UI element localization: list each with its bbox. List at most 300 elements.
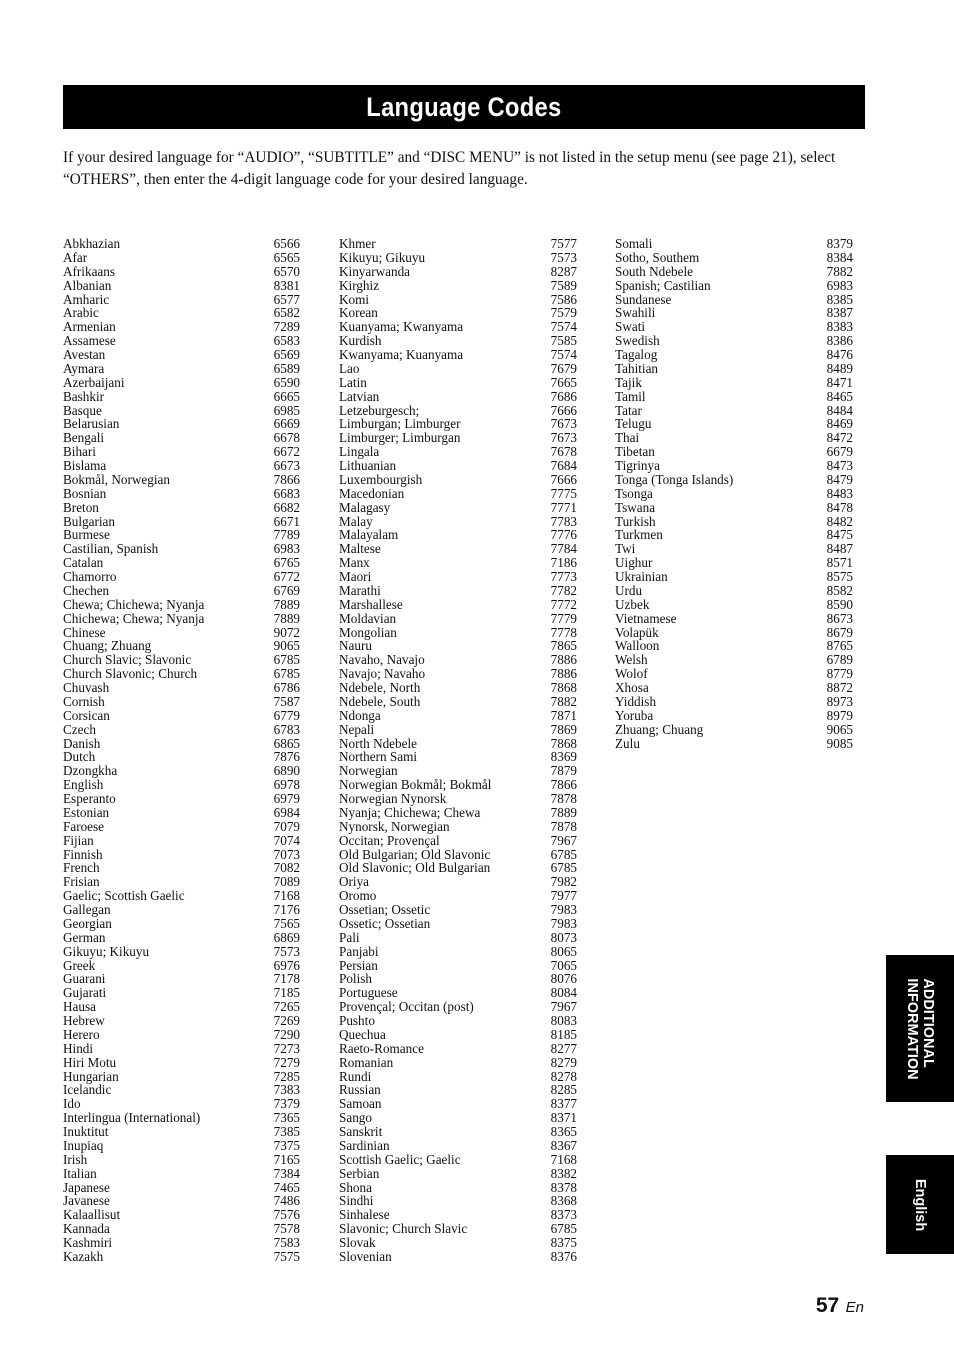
language-row [339, 737, 577, 751]
language-code: 8482 [826, 513, 853, 529]
language-name: Kazakh [63, 1248, 104, 1264]
language-code: 6978 [273, 777, 300, 793]
language-row [615, 237, 853, 251]
language-row [615, 667, 853, 681]
language-row [615, 320, 853, 334]
language-row [63, 764, 300, 778]
language-row [63, 903, 300, 917]
language-row [339, 1111, 577, 1125]
language-code: 8387 [826, 305, 853, 321]
language-name: Nauru [339, 638, 372, 654]
language-code: 9065 [273, 638, 300, 654]
language-code: 8384 [826, 249, 853, 265]
language-row [339, 723, 577, 737]
language-row [339, 1125, 577, 1139]
language-row [615, 459, 853, 473]
language-row [63, 487, 300, 501]
language-name: Pushto [339, 1013, 375, 1028]
language-name: Norwegian Bokmål; Bokmål [339, 777, 492, 793]
language-name: Bislama [63, 458, 107, 473]
language-row [615, 487, 853, 501]
language-name: Uighur [615, 555, 653, 571]
language-code: 9072 [273, 624, 300, 640]
language-code: 7866 [550, 777, 577, 793]
language-row [615, 639, 853, 653]
language-code: 7589 [550, 277, 577, 293]
language-code: 7983 [550, 915, 577, 931]
language-row [339, 362, 577, 376]
language-name: Yoruba [615, 707, 654, 723]
language-row [63, 1056, 300, 1070]
language-name: Hiri Motu [63, 1054, 117, 1070]
language-code: 7673 [550, 430, 577, 446]
language-name: South Ndebele [615, 263, 694, 279]
language-row [615, 737, 853, 751]
language-name: Faroese [63, 818, 105, 834]
language-name: Volapük [615, 624, 659, 640]
language-row [63, 404, 300, 418]
language-name: Vietnamese [615, 610, 677, 626]
language-name: Frisian [63, 874, 100, 890]
language-name: Maltese [339, 541, 381, 557]
language-name: Nepali [339, 721, 375, 737]
language-code: 8483 [826, 485, 853, 501]
page-title: Language Codes [366, 92, 562, 122]
language-code: 8979 [826, 707, 853, 723]
language-row [339, 1000, 577, 1014]
language-code: 6590 [273, 374, 300, 390]
language-code-column-2 [339, 237, 577, 1264]
language-code: 8373 [550, 1207, 577, 1223]
language-name: Lithuanian [339, 458, 397, 473]
language-code: 8379 [826, 236, 853, 251]
language-row [339, 542, 577, 556]
language-code: 7073 [273, 846, 300, 862]
language-row [615, 265, 853, 279]
language-code: 6890 [273, 763, 300, 779]
language-code: 7982 [550, 874, 577, 890]
language-row [339, 917, 577, 931]
language-name: Navaho, Navajo [339, 652, 425, 668]
language-row [63, 1014, 300, 1028]
language-code: 8476 [826, 347, 853, 362]
language-name: Gikuyu; Kikuyu [63, 943, 150, 959]
language-name: Provençal; Occitan (post) [339, 999, 474, 1015]
language-code: 7866 [273, 471, 300, 487]
language-name: Swedish [615, 333, 660, 349]
language-row [339, 1153, 577, 1167]
language-name: Tajik [615, 374, 642, 390]
language-name: Chuvash [63, 680, 110, 695]
language-name: Dutch [63, 749, 96, 765]
language-code: 7889 [550, 804, 577, 820]
language-row [339, 306, 577, 320]
language-row [339, 417, 577, 431]
language-row [63, 251, 300, 265]
language-code: 6665 [273, 388, 300, 404]
language-name: Tsonga [615, 485, 653, 501]
language-name: Nyanja; Chichewa; Chewa [339, 804, 481, 820]
language-row [339, 945, 577, 959]
language-name: Swahili [615, 305, 656, 321]
language-name: Church Slavic; Slavonic [63, 652, 192, 668]
language-name: Aymara [63, 360, 105, 376]
language-row [615, 431, 853, 445]
language-name: Ido [63, 1096, 81, 1112]
language-name: Spanish; Castilian [615, 277, 711, 293]
language-code: 7168 [550, 1151, 577, 1167]
page-language-suffix: En [845, 1299, 864, 1316]
language-code: 6783 [273, 721, 300, 737]
language-row [63, 1139, 300, 1153]
language-row [63, 972, 300, 986]
language-name: Ukrainian [615, 569, 668, 584]
language-code: 7269 [273, 1013, 300, 1028]
language-code: 7575 [273, 1248, 300, 1264]
language-row [339, 1042, 577, 1056]
language-code: 7869 [550, 721, 577, 737]
language-name: Oriya [339, 874, 370, 890]
language-code: 6785 [273, 666, 300, 682]
language-name: Bengali [63, 430, 105, 446]
language-name: Bashkir [63, 388, 105, 404]
language-row [615, 390, 853, 404]
language-code: 8287 [550, 263, 577, 279]
language-row [339, 1208, 577, 1222]
language-code: 8371 [550, 1110, 577, 1126]
language-code: 8478 [826, 499, 853, 515]
language-name: Guarani [63, 971, 106, 987]
language-code-column-1 [63, 237, 300, 1264]
language-code: 6769 [273, 582, 300, 598]
language-row [615, 417, 853, 431]
language-code: 6869 [273, 929, 300, 945]
language-code: 7573 [550, 249, 577, 265]
language-name: Zhuang; Chuang [615, 721, 704, 737]
language-code: 7868 [550, 735, 577, 751]
language-name: Tagalog [615, 347, 658, 362]
language-code: 6577 [273, 291, 300, 307]
language-name: Navajo; Navaho [339, 666, 426, 682]
language-row [615, 612, 853, 626]
language-name: Urdu [615, 582, 643, 598]
language-row [339, 667, 577, 681]
language-row [63, 667, 300, 681]
language-name: Ossetic; Ossetian [339, 915, 431, 931]
language-row [615, 570, 853, 584]
language-name: Japanese [63, 1179, 110, 1195]
language-name: Afrikaans [63, 263, 115, 279]
language-row [63, 1181, 300, 1195]
language-code: 7385 [273, 1124, 300, 1139]
language-name: Bihari [63, 444, 96, 460]
language-row [63, 723, 300, 737]
language-code: 7886 [550, 652, 577, 668]
language-row [63, 1208, 300, 1222]
language-name: Czech [63, 721, 96, 737]
language-row [63, 334, 300, 348]
language-name: Danish [63, 735, 101, 751]
language-code: 7583 [273, 1235, 300, 1250]
language-name: Chechen [63, 582, 110, 598]
intro-paragraph: If your desired language for “AUDIO”, “SUBTITLE” and “DISC MENU” is not listed in the setup menu (see page 21), select “OTHERS”, then enter the 4-digit language code for your desired language. [63, 149, 836, 188]
language-code: 8277 [550, 1040, 577, 1056]
language-code: 8465 [826, 388, 853, 404]
language-name: Gaelic; Scottish Gaelic [63, 888, 185, 904]
language-code: 7882 [826, 263, 853, 279]
language-name: Gujarati [63, 985, 107, 1001]
language-code: 7967 [550, 832, 577, 848]
language-name: Lingala [339, 444, 380, 460]
language-row [339, 695, 577, 709]
language-code: 8076 [550, 971, 577, 987]
language-row [63, 1250, 300, 1264]
language-row [615, 334, 853, 348]
language-code: 6785 [273, 652, 300, 668]
language-row [615, 515, 853, 529]
language-name: Castilian, Spanish [63, 541, 159, 557]
language-name: Avestan [63, 347, 106, 362]
language-code: 7186 [550, 555, 577, 571]
language-name: Welsh [615, 652, 648, 668]
language-name: Shona [339, 1179, 372, 1195]
language-code: 7574 [550, 319, 577, 335]
language-name: Norwegian [339, 763, 398, 779]
language-name: Icelandic [63, 1082, 112, 1098]
language-code: 7168 [273, 888, 300, 904]
language-code: 7686 [550, 388, 577, 404]
language-name: Limburgan; Limburger [339, 416, 461, 432]
language-row [339, 556, 577, 570]
language-code: 8469 [826, 416, 853, 432]
language-name: Tatar [615, 402, 642, 418]
language-name: Korean [339, 305, 378, 321]
language-code: 6570 [273, 263, 300, 279]
language-code: 7679 [550, 360, 577, 376]
language-name: Esperanto [63, 791, 116, 806]
language-code: 7577 [550, 236, 577, 251]
language-code: 7585 [550, 333, 577, 349]
language-code: 7486 [273, 1193, 300, 1209]
language-row [339, 431, 577, 445]
language-row [339, 792, 577, 806]
language-name: Komi [339, 291, 370, 307]
language-row [63, 306, 300, 320]
language-row [339, 653, 577, 667]
language-row [63, 986, 300, 1000]
language-row [63, 1153, 300, 1167]
language-code: 8386 [826, 333, 853, 349]
language-row [615, 681, 853, 695]
language-code: 7279 [273, 1054, 300, 1070]
language-row [339, 986, 577, 1000]
language-row [63, 556, 300, 570]
language-row [63, 1194, 300, 1208]
language-code: 6785 [550, 846, 577, 862]
language-name: Hindi [63, 1040, 94, 1056]
language-code: 8973 [826, 693, 853, 709]
language-row [63, 820, 300, 834]
language-name: Luxembourgish [339, 471, 423, 487]
language-code: 8084 [550, 985, 577, 1001]
language-code: 8369 [550, 749, 577, 765]
section-tab-line-2: INFORMATION [904, 977, 920, 1080]
language-row [339, 959, 577, 973]
language-code: 6566 [273, 236, 300, 251]
language-name: Sango [339, 1110, 372, 1126]
language-code: 7783 [550, 513, 577, 529]
language-name: Telugu [615, 416, 652, 432]
language-name: Slovenian [339, 1248, 392, 1264]
language-code: 7665 [550, 374, 577, 390]
language-name: North Ndebele [339, 735, 417, 751]
language-name: Irish [63, 1151, 88, 1167]
language-code: 7876 [273, 749, 300, 765]
language-code: 7465 [273, 1179, 300, 1195]
language-name: Hausa [63, 999, 96, 1015]
language-row [63, 695, 300, 709]
language-code: 7289 [273, 319, 300, 335]
language-name: Bulgarian [63, 513, 116, 529]
language-code: 8368 [550, 1193, 577, 1209]
language-row [615, 528, 853, 542]
language-name: Kirghiz [339, 277, 380, 293]
language-code: 8479 [826, 471, 853, 487]
language-row [615, 626, 853, 640]
language-code: 7383 [273, 1082, 300, 1098]
language-name: Azerbaijani [63, 374, 125, 390]
language-code: 7778 [550, 624, 577, 640]
language-name: Manx [339, 555, 370, 571]
language-row [339, 1181, 577, 1195]
language-row [339, 348, 577, 362]
language-row [63, 501, 300, 515]
language-code: 6984 [273, 804, 300, 820]
language-name: Zulu [615, 735, 640, 751]
language-row [339, 459, 577, 473]
language-row [63, 737, 300, 751]
language-row [63, 806, 300, 820]
language-row [339, 293, 577, 307]
language-name: Northern Sami [339, 749, 418, 765]
language-name: Latvian [339, 388, 380, 404]
language-name: Ndonga [339, 707, 381, 723]
language-name: Chewa; Chichewa; Nyanja [63, 596, 205, 612]
language-code: 7776 [550, 527, 577, 543]
language-row [339, 445, 577, 459]
language-code: 7586 [550, 291, 577, 307]
language-name: German [63, 929, 106, 945]
language-row [63, 931, 300, 945]
language-code: 8475 [826, 527, 853, 543]
language-code: 8489 [826, 360, 853, 376]
language-name: Tigrinya [615, 458, 660, 473]
language-name: Khmer [339, 236, 376, 251]
language-row [339, 487, 577, 501]
language-name: Marshallese [339, 596, 403, 612]
language-code: 8073 [550, 929, 577, 945]
language-name: Catalan [63, 555, 104, 571]
language-name: Kikuyu; Gikuyu [339, 249, 426, 265]
language-code: 8285 [550, 1082, 577, 1098]
language-name: Malagasy [339, 499, 391, 515]
language-row [615, 376, 853, 390]
language-row [339, 334, 577, 348]
language-name: Norwegian Nynorsk [339, 791, 447, 806]
language-name: Inupiaq [63, 1137, 104, 1153]
language-code: 6779 [273, 707, 300, 723]
language-code: 7673 [550, 416, 577, 432]
language-row [63, 528, 300, 542]
language-code: 8590 [826, 596, 853, 612]
language-row [615, 473, 853, 487]
language-name: Chichewa; Chewa; Nyanja [63, 610, 205, 626]
language-row [63, 834, 300, 848]
language-code: 8376 [550, 1248, 577, 1264]
language-code: 6785 [550, 1221, 577, 1237]
language-code: 9085 [826, 735, 853, 751]
language-name: Twi [615, 541, 636, 557]
language-row [63, 626, 300, 640]
language-row [63, 1097, 300, 1111]
language-name: Malay [339, 513, 373, 529]
language-row [339, 778, 577, 792]
language-name: Basque [63, 402, 102, 418]
language-row [339, 820, 577, 834]
language-code: 7065 [550, 957, 577, 973]
language-code: 7889 [273, 596, 300, 612]
language-code: 7977 [550, 888, 577, 904]
language-row [339, 1083, 577, 1097]
language-row [339, 1167, 577, 1181]
language-row [63, 515, 300, 529]
language-row [615, 723, 853, 737]
language-row [339, 320, 577, 334]
language-code: 6983 [826, 277, 853, 293]
language-row [63, 848, 300, 862]
language-code: 8279 [550, 1054, 577, 1070]
language-name: Samoan [339, 1096, 382, 1112]
language-row [339, 626, 577, 640]
language-name: Slavonic; Church Slavic [339, 1221, 468, 1237]
language-row [615, 709, 853, 723]
language-name: Sanskrit [339, 1124, 383, 1139]
language-row [339, 584, 577, 598]
language-name: Tamil [615, 388, 646, 404]
language-name: Quechua [339, 1026, 386, 1042]
language-row [339, 861, 577, 875]
language-code: 7273 [273, 1040, 300, 1056]
language-code: 7379 [273, 1096, 300, 1112]
language-row [339, 404, 577, 418]
language-code: 7865 [550, 638, 577, 654]
language-row [63, 584, 300, 598]
language-name: Romanian [339, 1054, 394, 1070]
language-name: Moldavian [339, 610, 397, 626]
language-row [339, 889, 577, 903]
language-code: 7178 [273, 971, 300, 987]
language-code: 9065 [826, 721, 853, 737]
language-name: Interlingua (International) [63, 1110, 201, 1126]
language-row [63, 265, 300, 279]
language-code: 8065 [550, 943, 577, 959]
language-code: 6679 [826, 444, 853, 460]
language-row [339, 750, 577, 764]
language-code: 7384 [273, 1165, 300, 1181]
language-name: Limburger; Limburgan [339, 430, 461, 446]
language-name: Chinese [63, 624, 106, 640]
language-row [63, 945, 300, 959]
